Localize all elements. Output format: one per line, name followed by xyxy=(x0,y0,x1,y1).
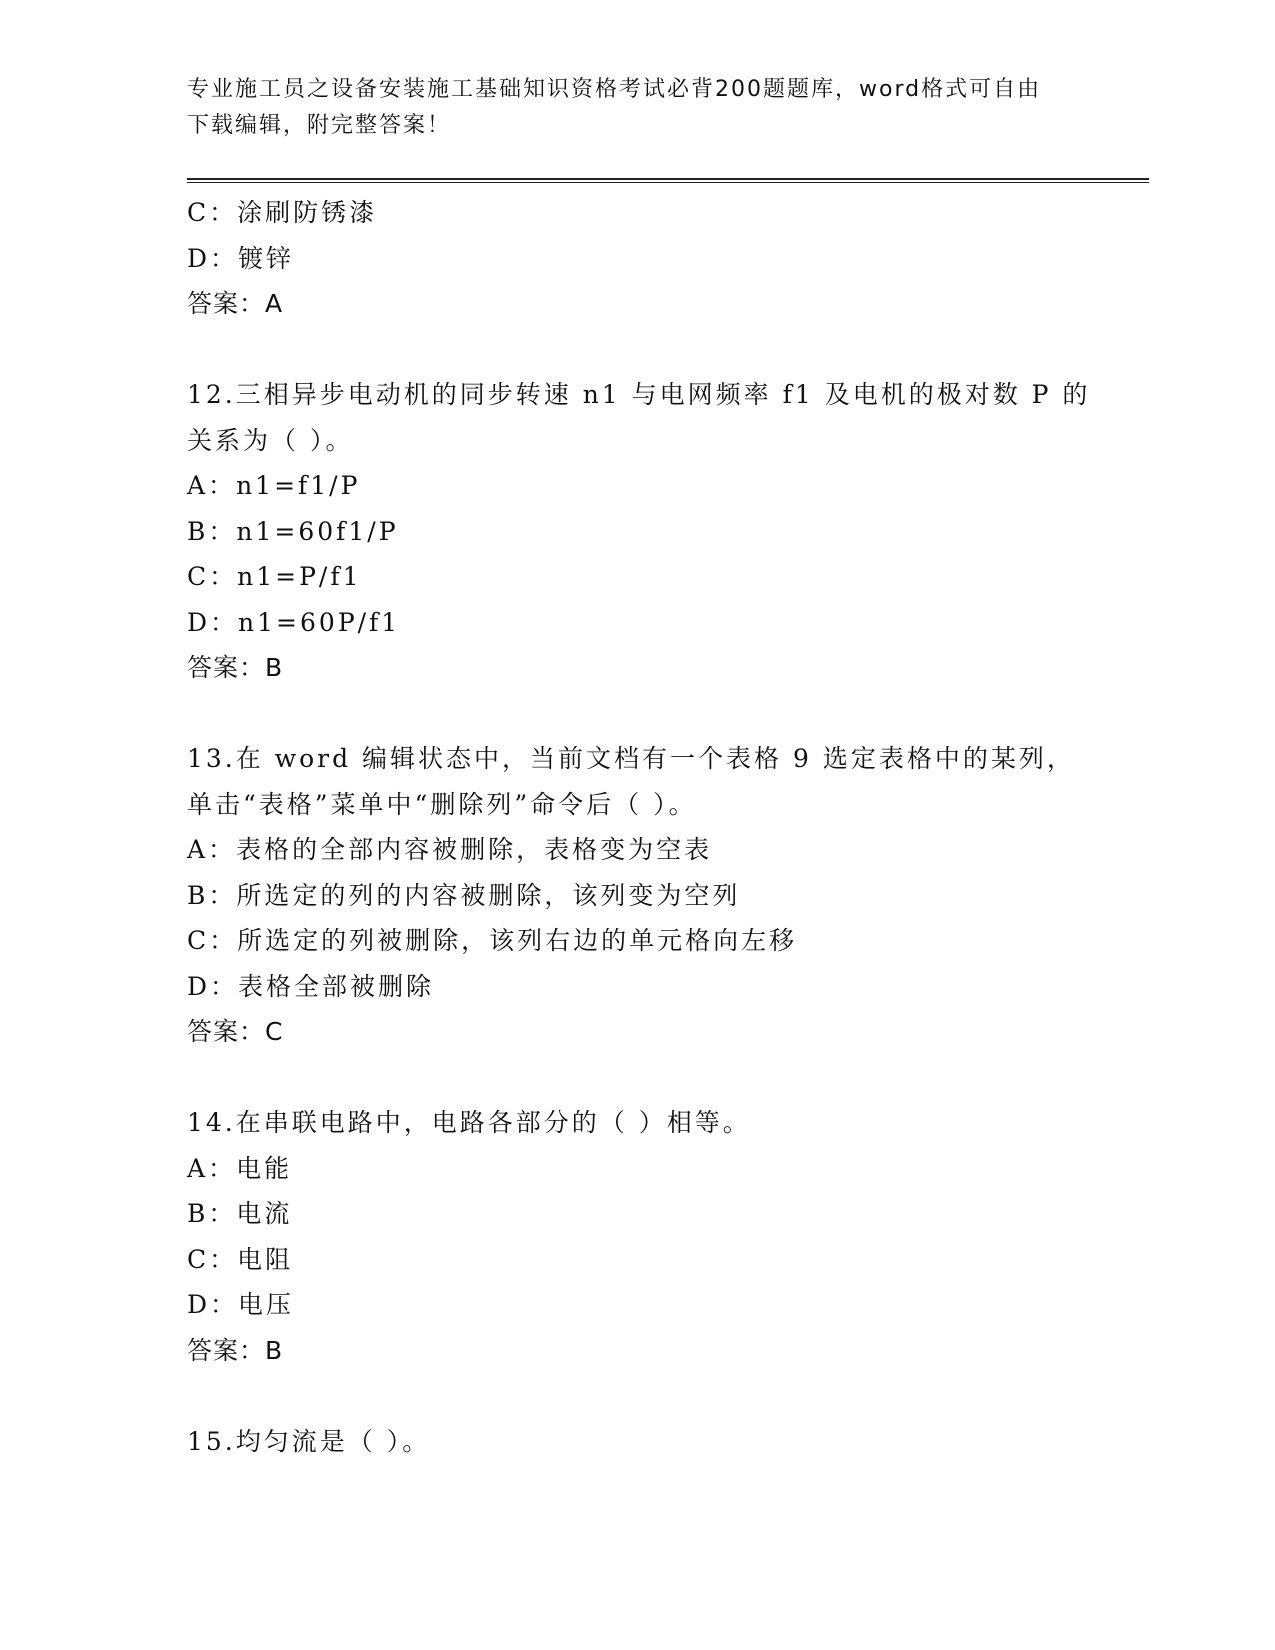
option-label: C： xyxy=(187,1244,238,1274)
question-stem: 14.在串联电路中，电路各部分的（ ）相等。 xyxy=(187,1108,751,1137)
option-text: 表格的全部内容被删除，表格变为空表 xyxy=(236,835,713,864)
option-text: n1=60f1/P xyxy=(236,516,399,546)
question-block-14 xyxy=(187,1100,1087,1373)
option-label: C： xyxy=(187,562,238,591)
header-line-1: 专业施工员之设备安装施工基础知识资格考试必背200题题库，word格式可自由 xyxy=(187,77,1042,102)
option-text: 电流 xyxy=(236,1199,293,1228)
question-stem: 12.三相异步电动机的同步转速 n1 与电网频率 f1 及电机的极对数 P 的 xyxy=(187,380,1091,409)
question-list xyxy=(187,190,1091,1464)
option-text: 所选定的列被删除，该列右边的单元格向左移 xyxy=(237,926,798,955)
option-d xyxy=(187,1282,1087,1328)
option-b xyxy=(187,873,1087,919)
option-text: n1=60P/f1 xyxy=(238,607,401,637)
option-d xyxy=(187,600,1087,646)
option-c xyxy=(187,1237,1087,1283)
question-stem: 15.均匀流是（ ）。 xyxy=(187,1426,431,1456)
option-text: n1=P/f1 xyxy=(237,562,362,591)
option-c xyxy=(187,190,1087,236)
option-b xyxy=(187,509,1087,555)
option-a xyxy=(187,1146,1087,1192)
option-label: A： xyxy=(187,471,237,500)
question-stem: 13.在 word 编辑状态中，当前文档有一个表格 9 选定表格中的某列， xyxy=(187,744,1075,773)
option-text: 电压 xyxy=(238,1290,295,1319)
option-text: 电阻 xyxy=(237,1244,294,1274)
option-text: 镀锌 xyxy=(238,243,295,273)
option-label: D： xyxy=(187,607,239,637)
spacer xyxy=(187,691,1087,737)
document-header xyxy=(187,72,1077,144)
option-label: A： xyxy=(187,1153,237,1183)
spacer xyxy=(187,327,1087,373)
option-text: 所选定的列的内容被删除，该列变为空列 xyxy=(236,880,741,910)
option-d xyxy=(187,964,1087,1010)
option-text: n1=f1/P xyxy=(236,471,361,500)
divider-thin-line xyxy=(187,182,1149,183)
option-c xyxy=(187,554,1087,600)
option-label: C： xyxy=(187,198,238,227)
option-a xyxy=(187,827,1087,873)
answer-line: 答案：B xyxy=(187,653,284,682)
question-block-prev xyxy=(187,190,1087,327)
option-label: D： xyxy=(187,243,239,273)
spacer xyxy=(187,1055,1087,1101)
question-block-15 xyxy=(187,1419,1087,1465)
option-c xyxy=(187,918,1087,964)
question-stem-continued: 关系为（ ）。 xyxy=(187,425,354,455)
question-block-12 xyxy=(187,372,1091,691)
option-label: D： xyxy=(187,971,239,1001)
question-stem-continued: 单击“表格”菜单中“删除列”命令后（ ）。 xyxy=(187,789,697,819)
answer-line: 答案：C xyxy=(187,1017,284,1046)
option-a xyxy=(187,463,1087,509)
question-block-13 xyxy=(187,736,1087,1055)
option-label: D： xyxy=(187,1290,239,1319)
header-line-2: 下载编辑，附完整答案！ xyxy=(187,113,452,138)
divider-thick-line xyxy=(187,178,1149,180)
option-text: 表格全部被删除 xyxy=(238,971,435,1001)
option-label: B： xyxy=(187,1199,237,1228)
option-text: 电能 xyxy=(236,1153,293,1183)
answer-line: 答案：B xyxy=(187,1335,284,1365)
option-label: B： xyxy=(187,880,237,910)
header-divider xyxy=(187,178,1149,184)
option-label: C： xyxy=(187,926,238,955)
answer-line: 答案：A xyxy=(187,289,284,318)
spacer xyxy=(187,1373,1087,1419)
option-label: B： xyxy=(187,516,237,546)
option-label: A： xyxy=(187,835,237,864)
option-d xyxy=(187,236,1087,282)
option-b xyxy=(187,1191,1087,1237)
option-text: 涂刷防锈漆 xyxy=(237,198,378,227)
